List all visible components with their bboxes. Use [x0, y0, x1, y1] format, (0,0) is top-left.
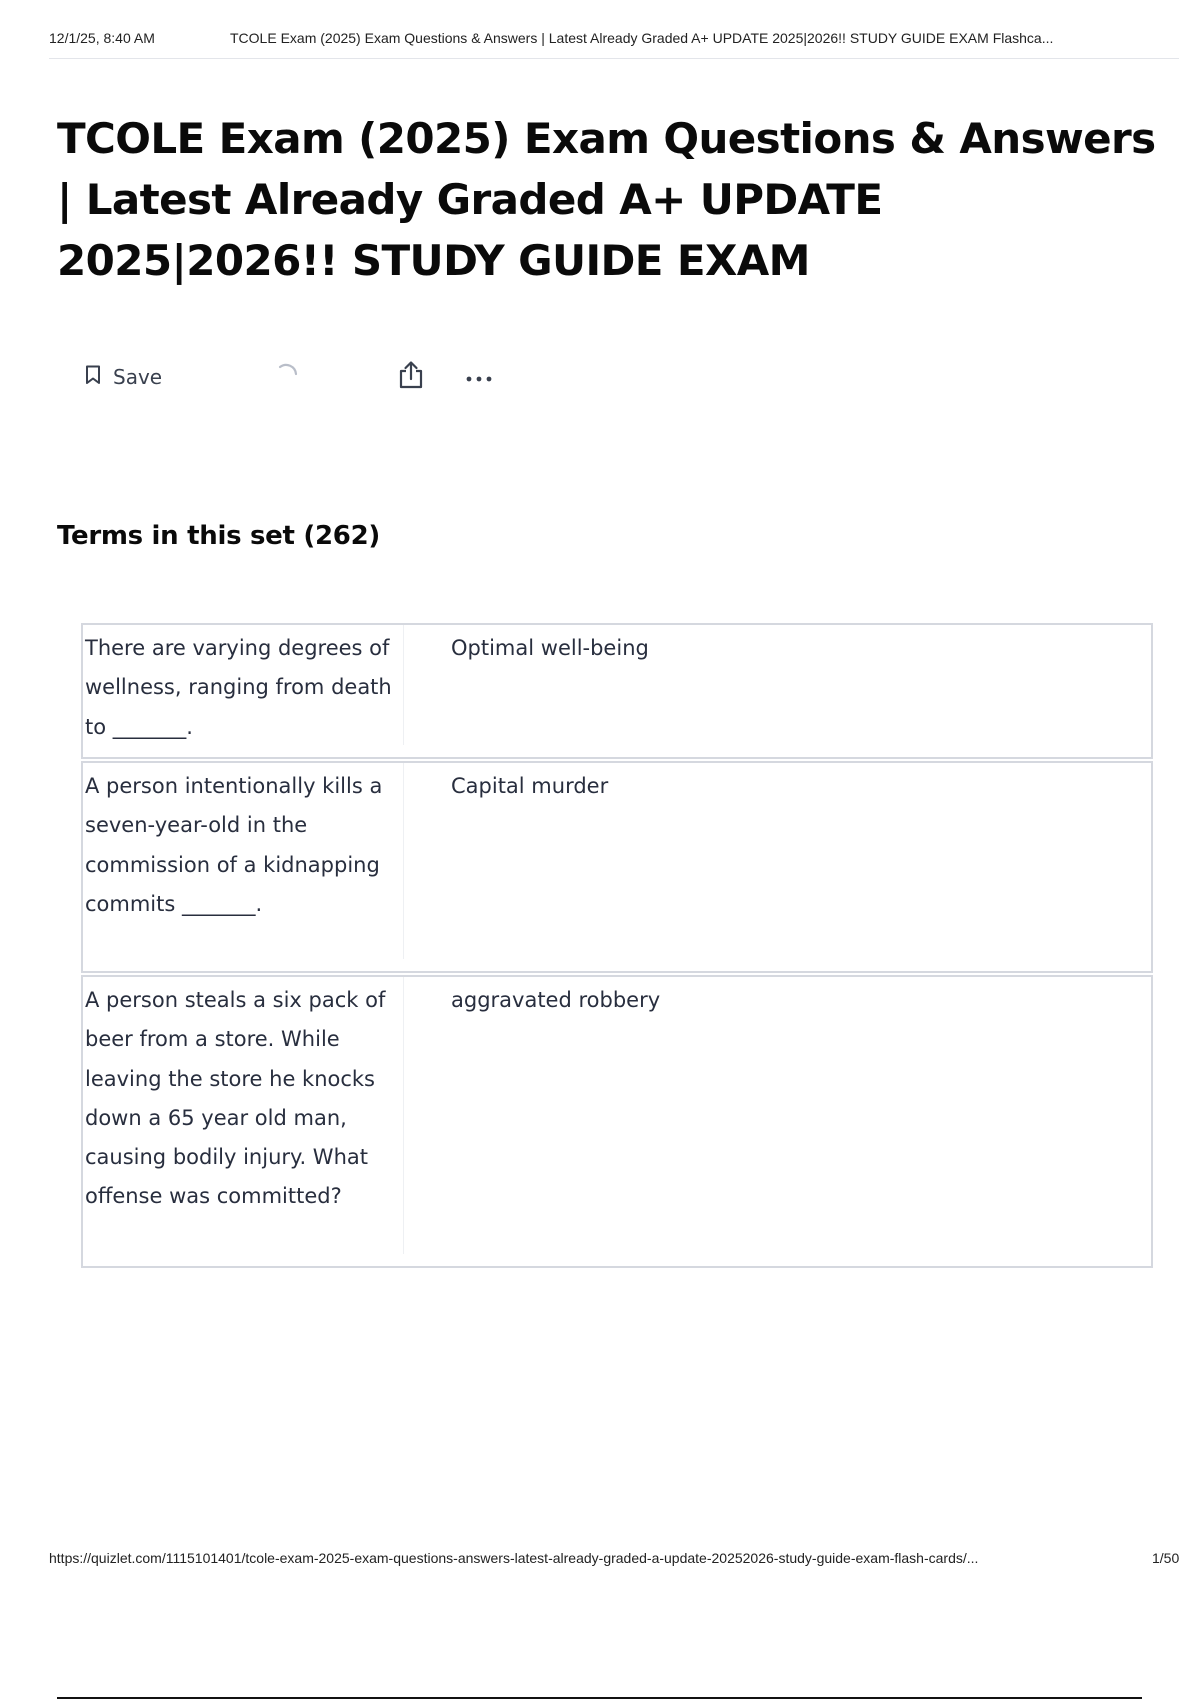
term-card[interactable] — [81, 761, 1153, 973]
loading-spinner-icon — [275, 362, 301, 392]
more-options-button[interactable] — [465, 355, 499, 399]
more-options-icon — [465, 368, 499, 387]
terms-heading: Terms in this set (262) — [57, 521, 380, 551]
print-header — [49, 28, 1179, 59]
term-word: A person intentionally kills a seven-year-old in the commission of a kidnapping commits _______. — [85, 774, 383, 916]
print-datetime: 12/1/25, 8:40 AM — [49, 30, 155, 46]
print-document-title: TCOLE Exam (2025) Exam Questions & Answers | Latest Already Graded A+ UPDATE 2025|2026!! STUDY GUIDE EXAM Flashca... — [230, 30, 1054, 46]
card-divider — [403, 625, 404, 745]
share-icon — [397, 360, 425, 394]
page-url: https://quizlet.com/1115101401/tcole-exam-2025-exam-questions-answers-latest-already-graded-a-update-20252026-study-guide-exam-flash-cards/... — [49, 1550, 979, 1566]
share-button[interactable] — [397, 355, 425, 399]
set-toolbar — [85, 355, 525, 399]
set-title: TCOLE Exam (2025) Exam Questions & Answers | Latest Already Graded A+ UPDATE 2025|2026!! STUDY GUIDE EXAM — [57, 114, 1156, 285]
card-divider — [403, 977, 404, 1254]
save-button[interactable] — [85, 355, 162, 399]
term-word: A person steals a six pack of beer from a store. While leaving the store he knocks down a 65 year old man, causing bodily injury. What offense was committed? — [85, 988, 386, 1209]
term-definition: Optimal well-being — [451, 636, 649, 660]
card-divider — [403, 763, 404, 959]
term-definition: Capital murder — [451, 774, 609, 798]
term-card[interactable] — [81, 623, 1153, 759]
page-break-rule — [57, 1697, 1142, 1699]
bookmark-icon — [85, 365, 101, 389]
page-number: 1/50 — [1152, 1550, 1180, 1566]
save-label: Save — [113, 365, 163, 389]
terms-list — [81, 623, 1153, 1270]
term-card[interactable] — [81, 975, 1153, 1268]
term-word: There are varying degrees of wellness, ranging from death to _______. — [85, 636, 392, 739]
term-definition: aggravated robbery — [451, 988, 661, 1012]
loading-indicator — [275, 355, 301, 399]
